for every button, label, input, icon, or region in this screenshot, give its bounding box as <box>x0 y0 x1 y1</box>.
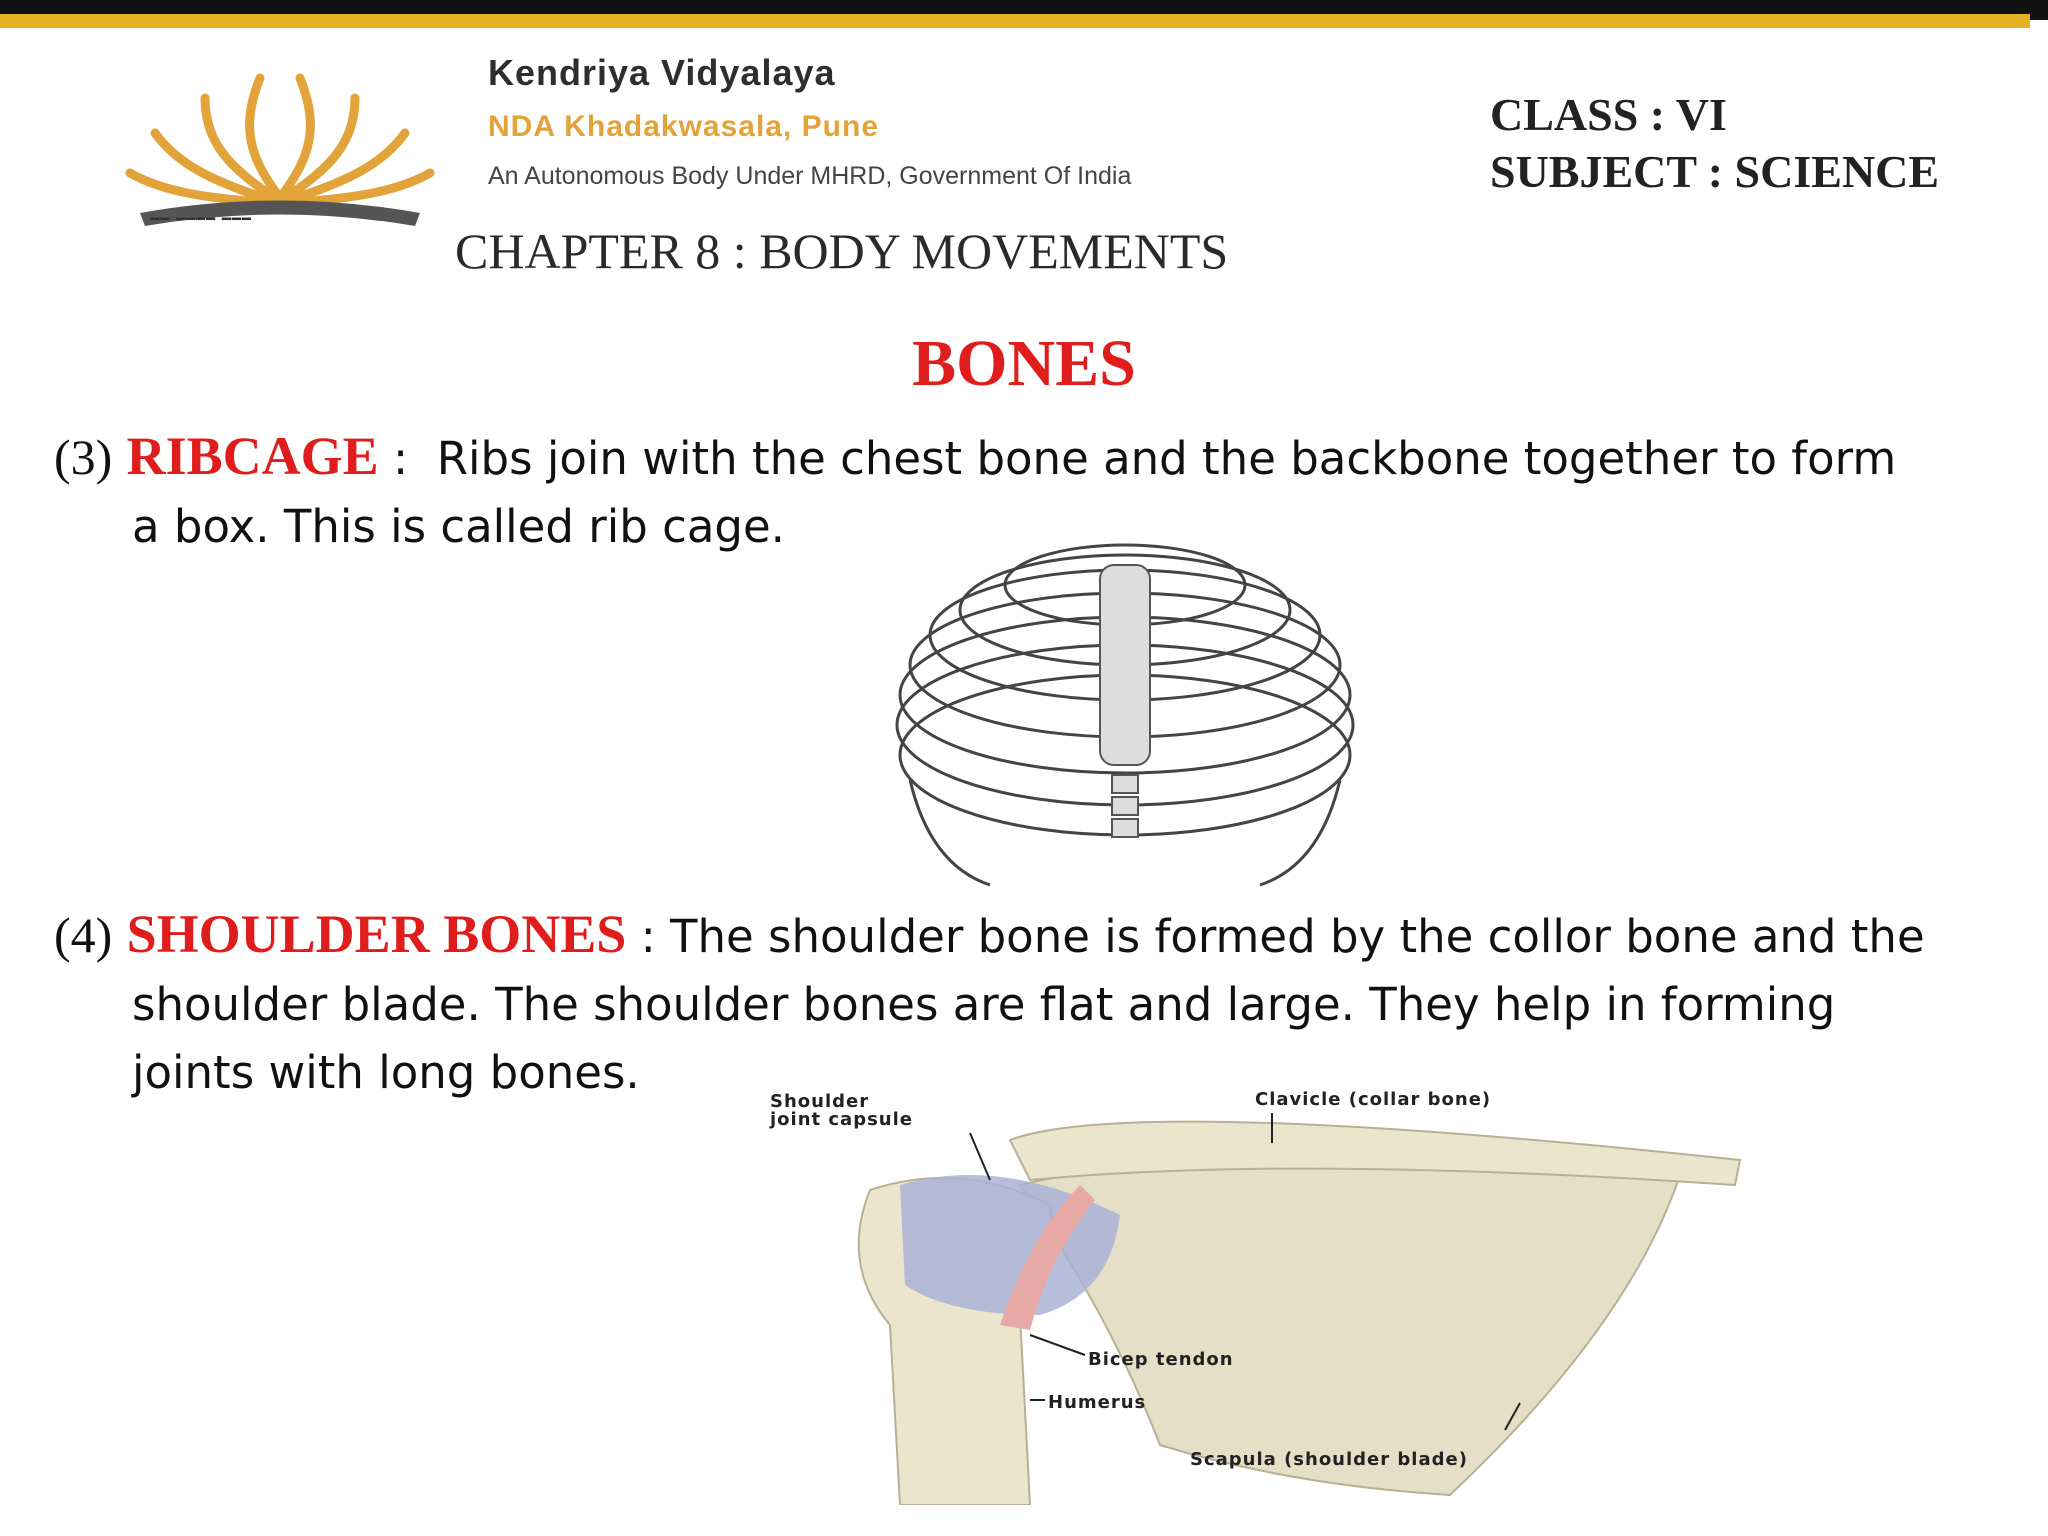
label-humerus: Humerus <box>1048 1392 1147 1413</box>
subject-label: SUBJECT : SCIENCE <box>1490 146 1940 197</box>
item-text-line1: Ribs join with the chest bone and the backbone together to form <box>436 432 1897 485</box>
logo-hindi-caption: ━━ ━━━━ ━━━ <box>150 210 252 228</box>
label-bicep-tendon: Bicep tendon <box>1088 1349 1234 1370</box>
item-text-line3: joints with long bones. <box>132 1046 640 1099</box>
scapula-shape <box>1020 1157 1680 1495</box>
item-text-line2: a box. This is called rib cage. <box>132 500 785 553</box>
shoulder-diagram <box>730 1065 1790 1505</box>
item-number: (3) <box>54 429 113 485</box>
item-term: RIBCAGE <box>126 426 379 486</box>
org-subtitle: An Autonomous Body Under MHRD, Government Of India <box>488 162 1132 190</box>
org-place: NDA Khadakwasala, Pune <box>488 110 880 143</box>
label-clavicle: Clavicle (collar bone) <box>1255 1089 1492 1110</box>
item-term: SHOULDER BONES <box>126 904 627 964</box>
item-text-line1: The shoulder bone is formed by the collor bone and the <box>670 910 1925 963</box>
item-text-line2: shoulder blade. The shoulder bones are flat and large. They help in forming <box>132 978 1836 1031</box>
ribcage-illustration <box>890 525 1360 890</box>
class-label: CLASS : VI <box>1490 89 1727 140</box>
label-scapula: Scapula (shoulder blade) <box>1190 1449 1468 1470</box>
item-separator: : <box>626 910 671 963</box>
item-number: (4) <box>54 907 113 963</box>
item-separator: : <box>378 432 437 485</box>
label-capsule-1: Shoulder <box>770 1091 870 1112</box>
label-capsule-2: joint capsule <box>770 1109 913 1130</box>
top-gold-stripe <box>0 14 2030 28</box>
top-border-bar <box>0 0 2048 20</box>
section-title: BONES <box>912 327 1136 400</box>
org-name: Kendriya Vidyalaya <box>488 52 836 93</box>
chapter-title: CHAPTER 8 : BODY MOVEMENTS <box>455 223 1229 279</box>
